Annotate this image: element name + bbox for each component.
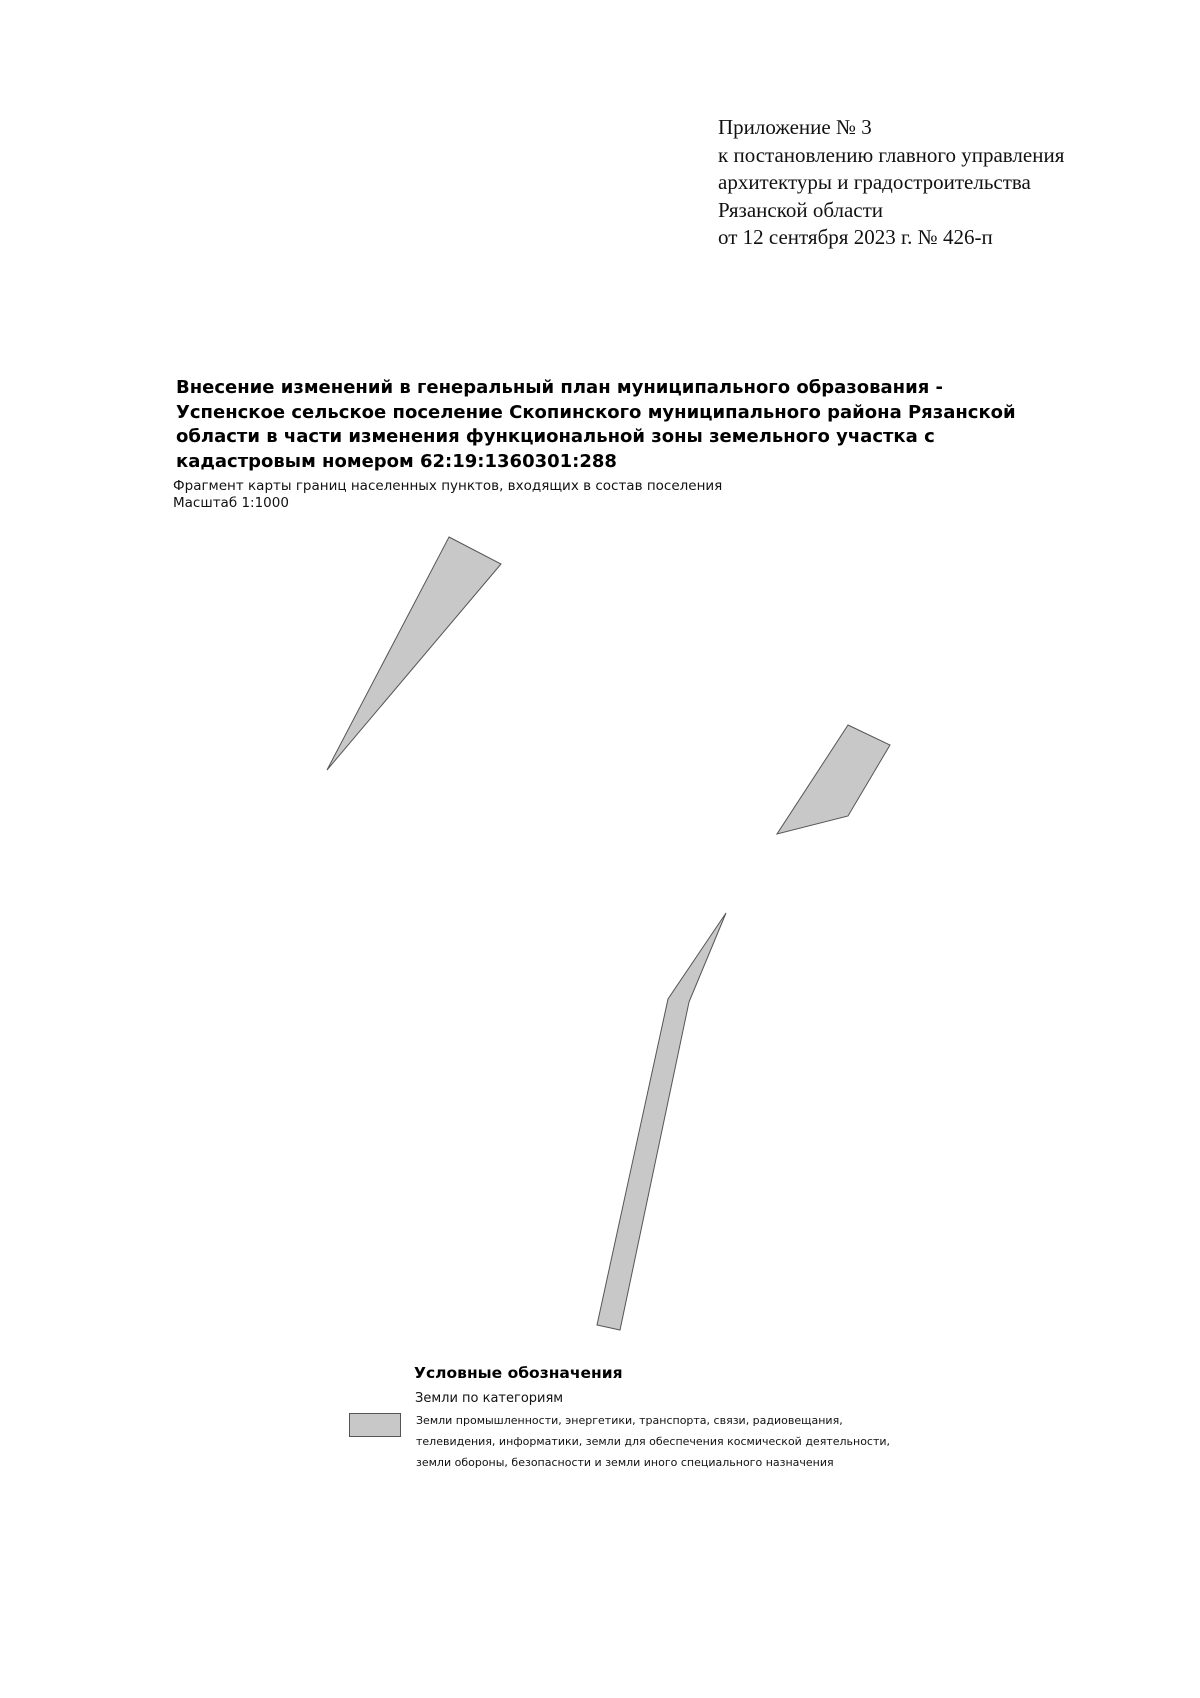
land-parcel-3 <box>597 913 726 1330</box>
land-parcel-2 <box>777 725 890 834</box>
appendix-line: от 12 сентября 2023 г. № 426-п <box>718 225 993 249</box>
legend-category-label: Земли по категориям <box>415 1391 564 1406</box>
legend-item-text <box>416 1410 890 1473</box>
legend-swatch <box>349 1413 401 1437</box>
map-scale-label: Масштаб 1:1000 <box>173 495 289 511</box>
appendix-line: к постановлению главного управления <box>718 142 1065 167</box>
title-line: Успенское сельское поселение Скопинского муниципального района Рязанской <box>176 401 1016 423</box>
land-parcel-1 <box>327 537 501 770</box>
legend-item-line: телевидения, информатики, земли для обеспечения космической деятельности, <box>416 1435 891 1448</box>
appendix-line: Рязанской области <box>718 197 884 222</box>
title-line: Внесение изменений в генеральный план муниципального образования - <box>176 377 944 398</box>
appendix-line: Приложение № 3 <box>718 115 872 139</box>
legend-title: Условные обозначения <box>414 1364 623 1382</box>
title-line: области в части изменения функциональной зоны земельного участка с <box>176 426 935 447</box>
appendix-line: архитектуры и градостроительства <box>718 170 1031 194</box>
legend-item-line: Земли промышленности, энергетики, транспорта, связи, радиовещания, <box>416 1414 843 1427</box>
legend-item-line: земли обороны, безопасности и земли иного специального назначения <box>416 1456 834 1469</box>
title-line: кадастровым номером 62:19:1360301:288 <box>176 450 617 472</box>
map-fragment-label: Фрагмент карты границ населенных пунктов, входящих в состав поселения <box>173 478 723 494</box>
